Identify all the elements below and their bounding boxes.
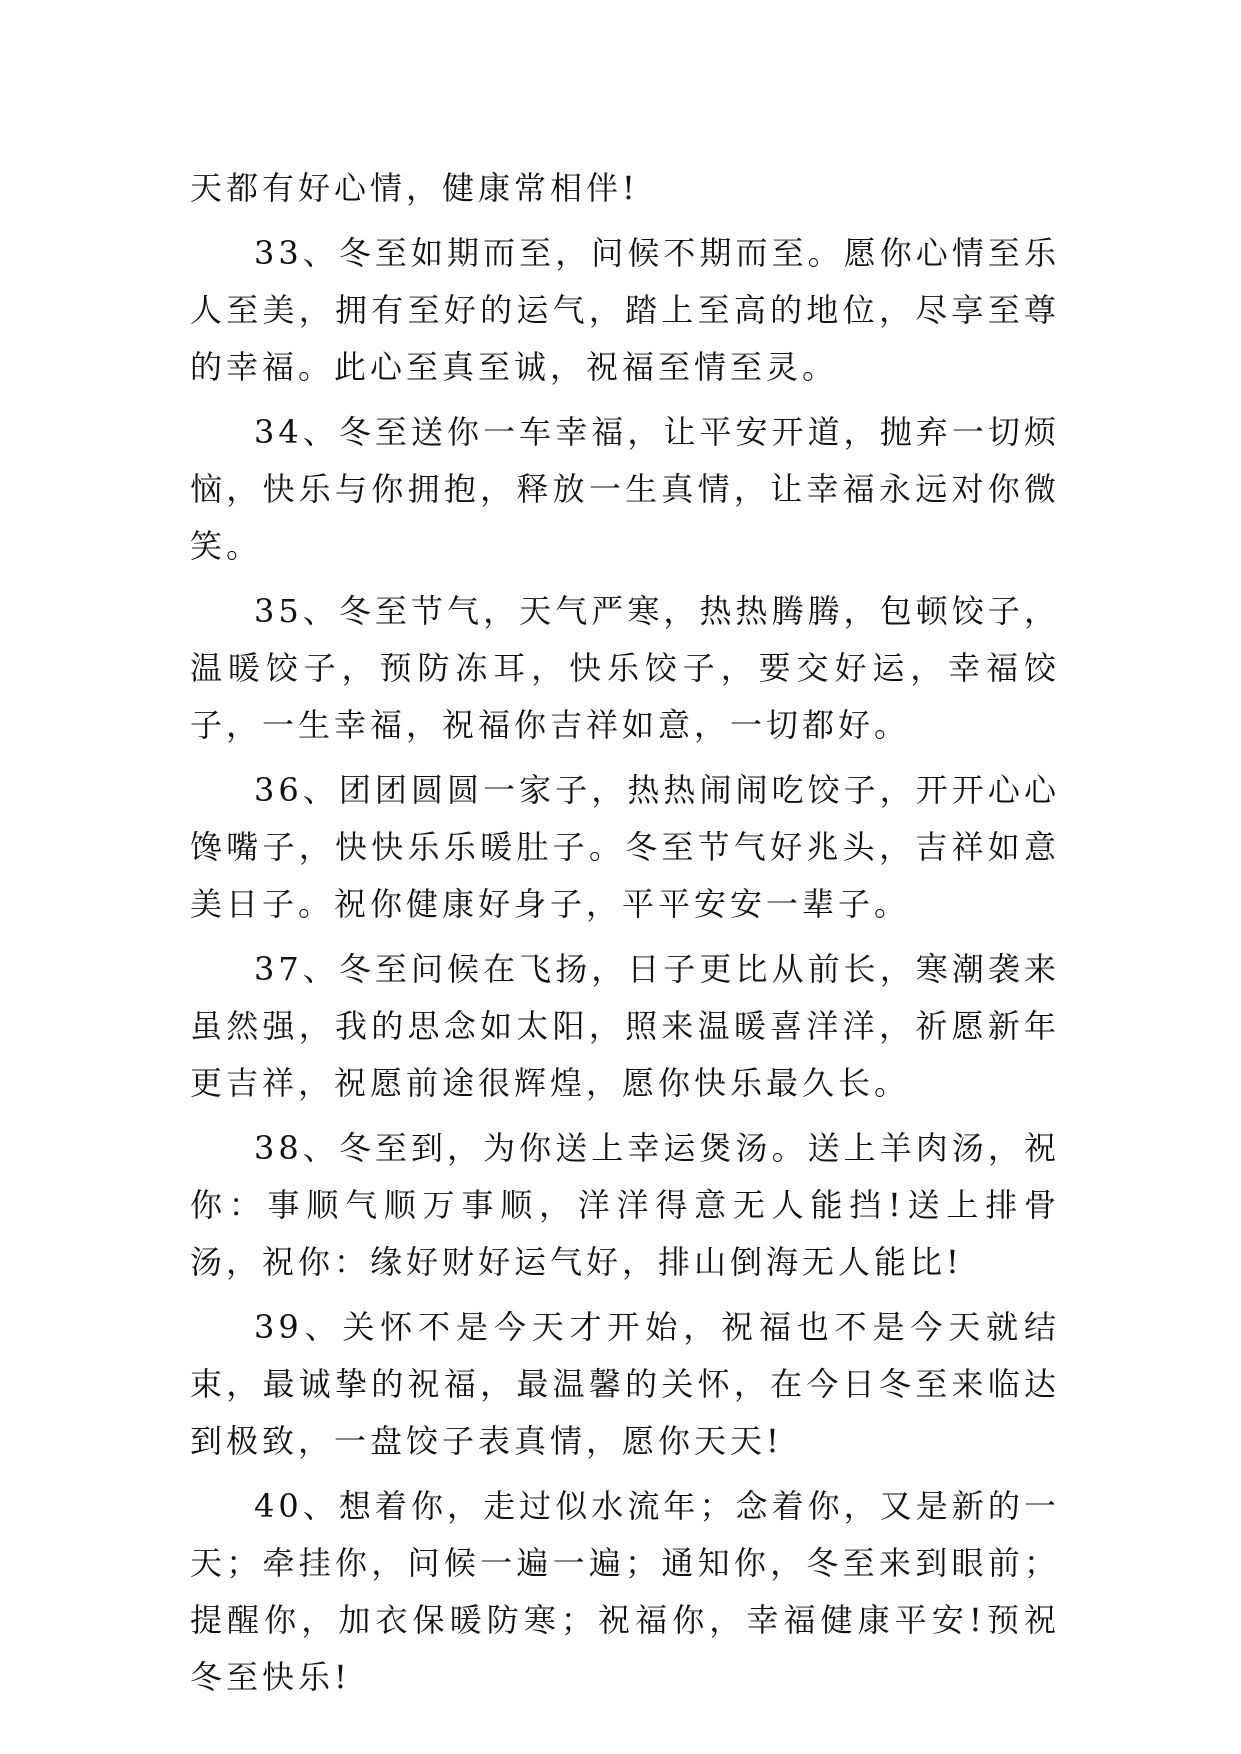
paragraph-36: 36、团团圆圆一家子，热热闹闹吃饺子，开开心心馋嘴子，快快乐乐暖肚子。冬至节气好兆头，吉祥如意美日子。祝你健康好身子，平平安安一辈子。: [190, 771, 1060, 923]
paragraph-continuation: 天都有好心情，健康常相伴!: [190, 169, 639, 207]
document-page: [190, 160, 1060, 1706]
paragraph-38: 38、冬至到，为你送上幸运煲汤。送上羊肉汤，祝你：事顺气顺万事顺，洋洋得意无人能挡!送上排骨汤，祝你：缘好财好运气好，排山倒海无人能比!: [190, 1129, 1060, 1281]
paragraph-33: 33、冬至如期而至，问候不期而至。愿你心情至乐人至美，拥有至好的运气，踏上至高的地位，尽享至尊的幸福。此心至真至诚，祝福至情至灵。: [190, 234, 1060, 386]
paragraph-37: 37、冬至问候在飞扬，日子更比从前长，寒潮袭来虽然强，我的思念如太阳，照来温暖喜洋洋，祈愿新年更吉祥，祝愿前途很辉煌，愿你快乐最久长。: [190, 950, 1060, 1102]
paragraph-34: 34、冬至送你一车幸福，让平安开道，抛弃一切烦恼，快乐与你拥抱，释放一生真情，让幸福永远对你微笑。: [190, 413, 1060, 565]
paragraph-35: 35、冬至节气，天气严寒，热热腾腾，包顿饺子，温暖饺子，预防冻耳，快乐饺子，要交好运，幸福饺子，一生幸福，祝福你吉祥如意，一切都好。: [190, 592, 1060, 744]
paragraph-39: 39、关怀不是今天才开始，祝福也不是今天就结束，最诚挚的祝福，最温馨的关怀，在今日冬至来临达到极致，一盘饺子表真情，愿你天天!: [190, 1308, 1060, 1460]
paragraph-40: 40、想着你，走过似水流年；念着你，又是新的一天；牵挂你，问候一遍一遍；通知你，冬至来到眼前；提醒你，加衣保暖防寒；祝福你，幸福健康平安!预祝冬至快乐!: [190, 1487, 1060, 1696]
